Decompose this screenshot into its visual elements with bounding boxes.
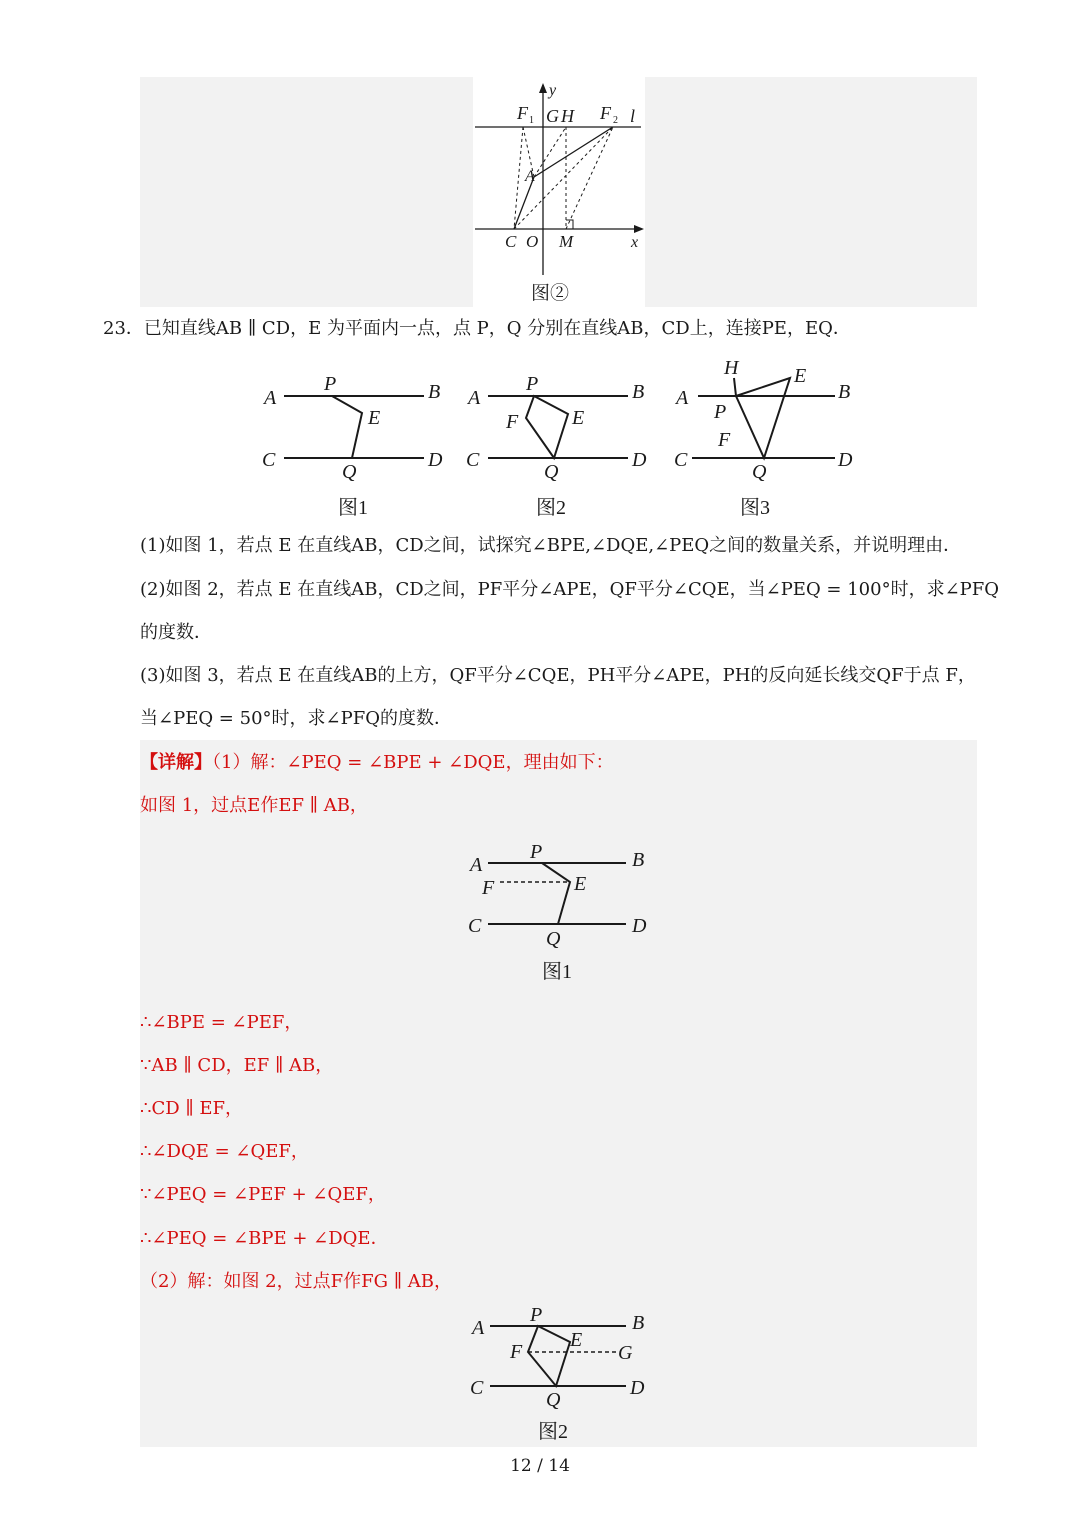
label-m: M [559, 232, 574, 251]
label-l: l [630, 106, 636, 126]
solution-header: 【详解】（1）解：∠PEQ = ∠BPE + ∠DQE，理由如下： [140, 752, 614, 773]
solution-intro-1: 如图 1，过点E作EF ∥ AB， [140, 795, 368, 816]
svg-text:B: B [428, 381, 441, 403]
fig1-caption: 图1 [338, 497, 368, 519]
svg-text:P: P [324, 373, 337, 395]
solution-tag: 【详解】 [140, 752, 212, 773]
svg-text:C: C [466, 449, 480, 471]
svg-text:E: E [794, 365, 807, 387]
solution-fig1-caption: 图1 [542, 961, 572, 983]
label-g: G [546, 106, 559, 126]
label-f1: F [517, 103, 528, 123]
part-3-line-2: 当∠PEQ = 50°时，求∠PFQ的度数． [140, 708, 452, 729]
svg-text:D: D [838, 449, 853, 471]
svg-text:B: B [632, 381, 645, 403]
svg-text:C: C [262, 449, 276, 471]
svg-text:Q: Q [546, 1389, 561, 1411]
svg-text:A: A [472, 1317, 485, 1339]
svg-text:P: P [530, 1304, 543, 1326]
svg-text:D: D [632, 449, 647, 471]
svg-text:C: C [470, 1377, 484, 1399]
svg-text:E: E [570, 1329, 583, 1351]
svg-text:F: F [718, 429, 731, 451]
svg-text:C: C [674, 449, 688, 471]
label-o: O [526, 232, 539, 251]
svg-text:B: B [838, 381, 851, 403]
part-3-line-1: (3)如图 3，若点 E 在直线AB的上方，QF平分∠CQE，PH平分∠APE，PH的反向延长线交QF于点 F， [140, 665, 976, 686]
svg-text:2: 2 [613, 115, 618, 126]
fig2-caption: 图2 [536, 497, 566, 519]
coordinate-figure [473, 77, 645, 307]
label-h: H [561, 106, 574, 126]
svg-text:P: P [526, 373, 539, 395]
svg-text:E: E [574, 873, 587, 895]
svg-text:G: G [618, 1342, 633, 1364]
solution-step-4: ∴∠DQE = ∠QEF， [140, 1141, 309, 1162]
svg-text:P: P [530, 841, 543, 863]
svg-text:A: A [468, 387, 481, 409]
svg-text:D: D [632, 915, 647, 937]
solution-figure-2 [462, 1302, 662, 1447]
solution-fig2-caption: 图2 [538, 1421, 568, 1443]
problem-figure-3 [670, 352, 870, 522]
svg-text:B: B [632, 1312, 645, 1334]
page-number: 12 / 14 [510, 1456, 570, 1476]
svg-text:E: E [368, 407, 381, 429]
solution-step-2: ∵AB ∥ CD，EF ∥ AB， [140, 1055, 334, 1076]
solution-part-2-intro: （2）解：如图 2，过点F作FG ∥ AB， [140, 1271, 452, 1292]
figure-caption: 图② [531, 283, 570, 304]
solution-step-5: ∵∠PEQ = ∠PEF + ∠QEF， [140, 1184, 386, 1205]
label-c: C [505, 232, 517, 251]
part-2-line-1: (2)如图 2，若点 E 在直线AB，CD之间，PF平分∠APE，QF平分∠CQE，当∠PEQ = 100°时，求∠PFQ [140, 579, 1000, 600]
svg-text:Q: Q [544, 461, 559, 483]
solution-step-6: ∴∠PEQ = ∠BPE + ∠DQE． [140, 1228, 389, 1249]
svg-text:F: F [482, 877, 495, 899]
svg-text:B: B [632, 849, 645, 871]
svg-text:H: H [724, 357, 739, 379]
solution-figure-1 [462, 838, 662, 988]
svg-text:P: P [714, 401, 727, 423]
fig3-caption: 图3 [740, 497, 770, 519]
svg-text:A: A [676, 387, 689, 409]
svg-text:F: F [506, 411, 519, 433]
svg-text:D: D [630, 1377, 645, 1399]
svg-text:Q: Q [752, 461, 767, 483]
problem-number: 23． [103, 318, 144, 339]
svg-text:Q: Q [546, 928, 561, 950]
label-a: A [525, 168, 535, 185]
problem-statement: 23．已知直线AB ∥ CD，E 为平面内一点，点 P，Q 分别在直线AB，CD上，连接PE，EQ． [103, 318, 851, 339]
problem-figure-1 [258, 362, 448, 522]
part-2-line-2: 的度数． [140, 622, 212, 643]
part-1: (1)如图 1，若点 E 在直线AB，CD之间，试探究∠BPE,∠DQE,∠PEQ之间的数量关系，并说明理由． [140, 535, 962, 556]
svg-text:F: F [510, 1341, 523, 1363]
svg-text:C: C [468, 915, 482, 937]
solution-step-3: ∴CD ∥ EF， [140, 1098, 244, 1119]
svg-text:D: D [428, 449, 443, 471]
problem-figure-2 [462, 362, 652, 522]
svg-text:1: 1 [529, 115, 534, 126]
svg-text:E: E [572, 407, 585, 429]
label-f2: F [600, 103, 611, 123]
label-x: x [631, 234, 639, 251]
svg-text:A: A [264, 387, 277, 409]
solution-step-1: ∴∠BPE = ∠PEF， [140, 1012, 303, 1033]
svg-text:Q: Q [342, 461, 357, 483]
label-y: y [549, 82, 557, 99]
svg-text:A: A [470, 854, 483, 876]
